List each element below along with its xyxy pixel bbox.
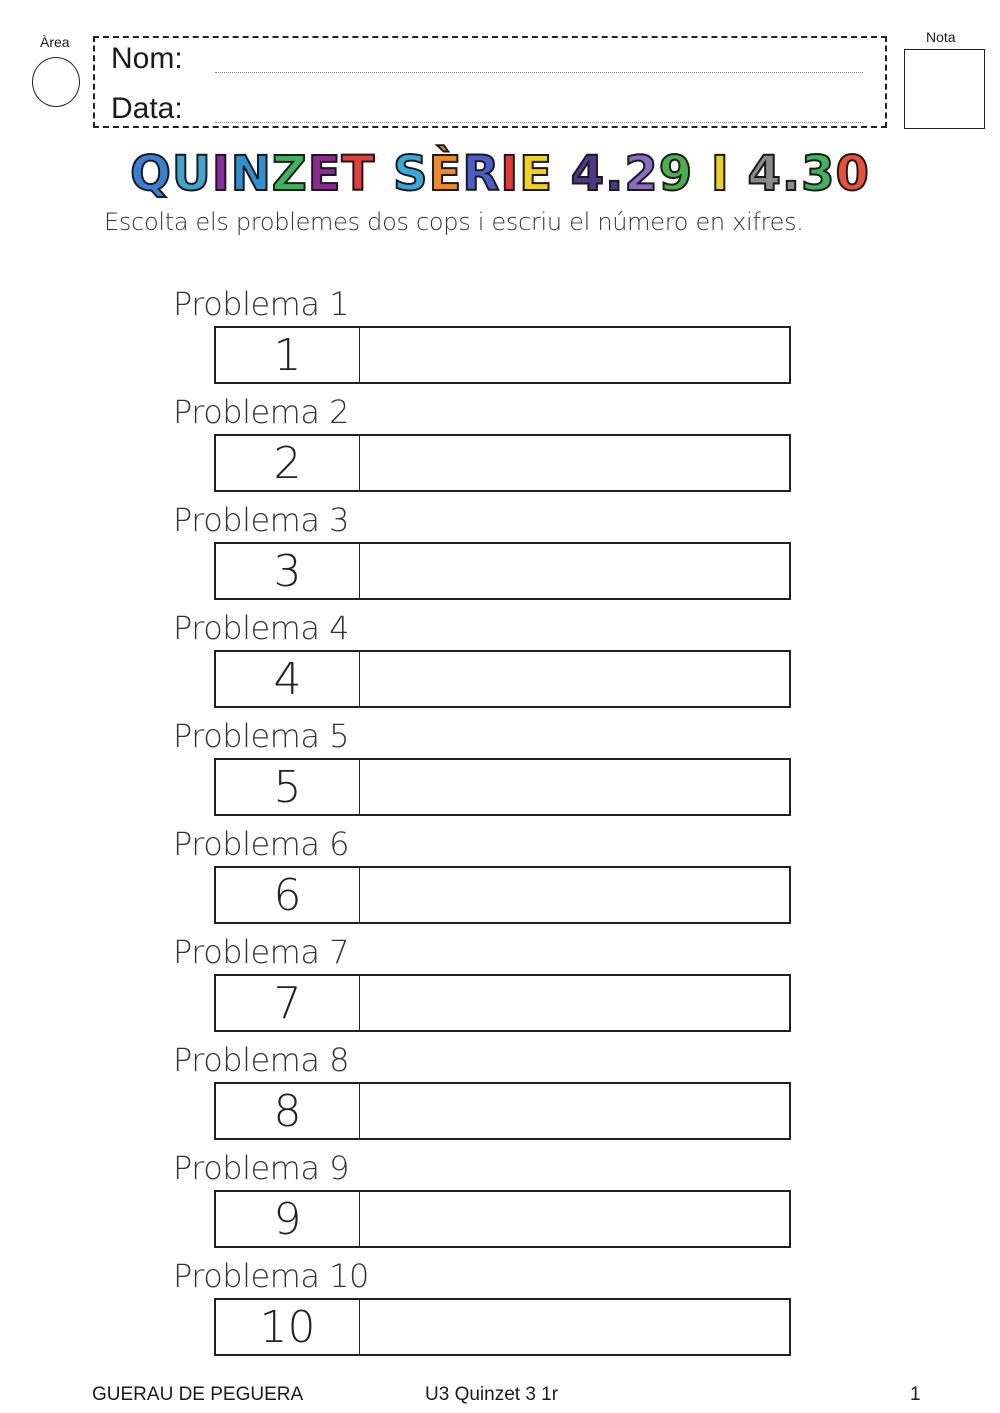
problem-row — [0, 933, 1000, 1041]
answer-box — [214, 1082, 791, 1140]
title-letter: 2 — [624, 146, 659, 202]
grade-label: Nota — [926, 29, 956, 45]
problem-row — [0, 1257, 1000, 1365]
problem-label: Problema 7 — [173, 933, 349, 971]
problem-label: Problema 6 — [173, 825, 349, 863]
answer-field[interactable] — [360, 1192, 789, 1246]
problem-number: 10 — [216, 1300, 360, 1354]
title-letter: . — [781, 146, 802, 202]
title-letter: 4 — [570, 146, 606, 202]
answer-box — [214, 1298, 791, 1356]
answer-field[interactable] — [360, 760, 789, 814]
title-letter: R — [462, 146, 501, 202]
name-date-box — [93, 36, 887, 128]
problem-label: Problema 10 — [173, 1257, 369, 1295]
title-letter: I — [500, 146, 520, 202]
title-letter: Q — [130, 146, 172, 202]
title-letter — [375, 146, 393, 202]
problem-row — [0, 825, 1000, 933]
answer-box — [214, 434, 791, 492]
problem-label: Problema 4 — [173, 609, 349, 647]
problem-number: 6 — [216, 868, 360, 922]
title-letter: È — [428, 146, 463, 202]
answer-box — [214, 542, 791, 600]
title-letter: . — [605, 146, 625, 202]
title-letter — [693, 146, 711, 202]
problem-label: Problema 5 — [173, 717, 349, 755]
answer-field[interactable] — [360, 652, 789, 706]
answer-box — [214, 974, 791, 1032]
title-letter: Z — [271, 146, 308, 202]
problem-label: Problema 2 — [173, 393, 349, 431]
date-label: Data: — [111, 92, 183, 125]
title-letter: 9 — [658, 146, 694, 202]
name-label: Nom: — [111, 42, 183, 75]
grade-box[interactable] — [904, 49, 985, 129]
title-letter: I — [710, 146, 730, 202]
answer-box — [214, 1190, 791, 1248]
problem-number: 8 — [216, 1084, 360, 1138]
worksheet-title — [0, 146, 1000, 202]
answer-field[interactable] — [360, 976, 789, 1030]
answer-field[interactable] — [360, 868, 789, 922]
problem-number: 9 — [216, 1192, 360, 1246]
answer-box — [214, 650, 791, 708]
footer-school: GUERAU DE PEGUERA — [92, 1384, 304, 1405]
problem-row — [0, 393, 1000, 501]
answer-field[interactable] — [360, 1300, 789, 1354]
title-letter: I — [211, 146, 231, 202]
problem-number: 4 — [216, 652, 360, 706]
problem-number: 2 — [216, 436, 360, 490]
problem-row — [0, 501, 1000, 609]
problem-row — [0, 285, 1000, 393]
problem-label: Problema 3 — [173, 501, 349, 539]
name-field[interactable] — [215, 72, 863, 73]
problem-label: Problema 1 — [173, 285, 349, 323]
instructions-text: Escolta els problemes dos cops i escriu el número en xifres. — [104, 208, 804, 236]
area-circle — [32, 57, 80, 107]
problem-row — [0, 609, 1000, 717]
problem-row — [0, 717, 1000, 825]
answer-field[interactable] — [360, 328, 789, 382]
title-letter: E — [307, 146, 342, 202]
problem-row — [0, 1149, 1000, 1257]
title-letter: S — [392, 146, 429, 202]
problem-number: 5 — [216, 760, 360, 814]
footer-page-number: 1 — [910, 1384, 921, 1405]
answer-box — [214, 758, 791, 816]
title-letter: E — [519, 146, 553, 202]
area-label: Àrea — [40, 34, 70, 50]
problem-number: 1 — [216, 328, 360, 382]
title-letter: 3 — [801, 146, 836, 202]
title-letter: N — [230, 146, 272, 202]
title-letter: 4 — [747, 146, 782, 202]
answer-box — [214, 866, 791, 924]
date-field[interactable] — [215, 122, 863, 123]
problem-number: 3 — [216, 544, 360, 598]
answer-field[interactable] — [360, 436, 789, 490]
problem-row — [0, 1041, 1000, 1149]
problem-label: Problema 9 — [173, 1149, 349, 1187]
problem-number: 7 — [216, 976, 360, 1030]
answer-field[interactable] — [360, 1084, 789, 1138]
title-letter — [730, 146, 748, 202]
title-letter: T — [341, 146, 376, 202]
title-letter: U — [171, 146, 212, 202]
answer-field[interactable] — [360, 544, 789, 598]
title-letter: 0 — [835, 146, 870, 202]
problem-label: Problema 8 — [173, 1041, 349, 1079]
title-letter — [553, 146, 571, 202]
footer-unit: U3 Quinzet 3 1r — [425, 1384, 559, 1405]
answer-box — [214, 326, 791, 384]
